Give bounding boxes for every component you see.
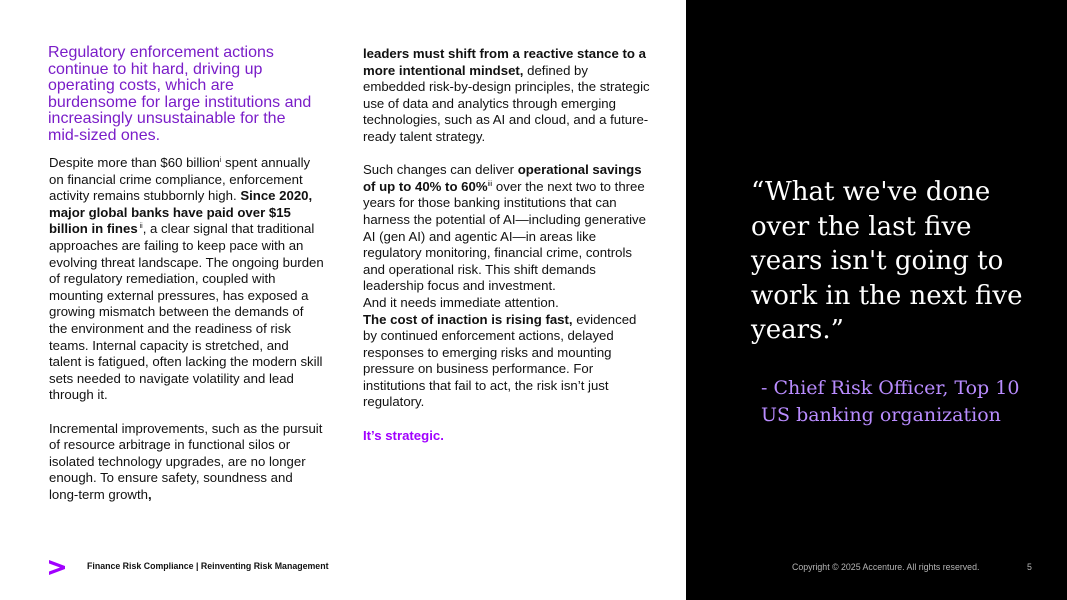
body-column-1: [49, 155, 324, 503]
paragraph-funding: Despite more than $60 billion$^i$ spent annually on financial crime compliance, enforcement activity remains stubbornly high. Since 2020, major global banks have paid over $15 billion in fines $^{ii}$, a clear signal that traditional approaches are failing to keep pace with an evolving threat landscape. The ongoing burden of regulatory remediation, coupled with mounting external pressures, has exposed a growing mismatch between the demands of the environment and the readiness of risk teams. Internal capacity is stretched, and talent is fatigued, often lacking the modern skill sets needed to navigate volatility and lead through it.: [49, 155, 324, 403]
pull-quote: “What we've done over the last five years isn't going to work in the next five years.”: [751, 177, 1023, 346]
paragraph-incremental: Incremental improvements, such as the pursuit of resource arbitrage in functional silos or isolated technology upgrades, are no longer enough. To ensure safety, soundness and long-term growth,: [49, 420, 323, 502]
strategic-callout: It’s strategic.: [363, 427, 444, 443]
paragraph-savings: Such changes can deliver operational savings of up to 40% to 60%$^{iii}$ over the next two to three years for those banking institutions that can harness the potential of AI—including generative AI (gen AI) and agentic AI—in areas like regulatory monitoring, financial crime, controls and operational risk. This shift demands leadership focus and investment.: [363, 162, 646, 294]
paragraph-attention: And it needs immediate attention.: [363, 294, 559, 310]
accenture-chevron-icon[interactable]: [48, 559, 66, 576]
body-column-2: [363, 46, 653, 444]
quote-attribution: - Chief Risk Officer, Top 10 US banking organization: [761, 377, 1020, 426]
footnote-ii[interactable]: ii: [137, 223, 143, 231]
paragraph-inaction: The cost of inaction is rising fast, evidenced by continued enforcement actions, delayed responses to emerging risks and mounting pressure on business performance. For institutions that fail to act, the risk isn’t just regulatory.: [363, 311, 637, 410]
footnote-i[interactable]: i: [219, 157, 222, 164]
footer-title: Finance Risk Compliance | Reinventing Risk Management: [87, 561, 329, 571]
paragraph-leaders: leaders must shift from a reactive stance to a more intentional mindset, defined by embedded risk-by-design principles, the strategic use of data and analytics through emerging technologies, such as AI and cloud, and a future-ready talent strategy.: [363, 46, 650, 144]
copyright-notice: Copyright © 2025 Accenture. All rights reserved.: [792, 562, 980, 572]
intro-heading: Regulatory enforcement actions continue to hit hard, driving up operating costs, which are burdensome for large institutions and increasingly unsustainable for the mid-sized ones.: [48, 44, 312, 144]
footnote-iii[interactable]: iii: [487, 180, 493, 188]
page-number: 5: [1027, 562, 1032, 572]
